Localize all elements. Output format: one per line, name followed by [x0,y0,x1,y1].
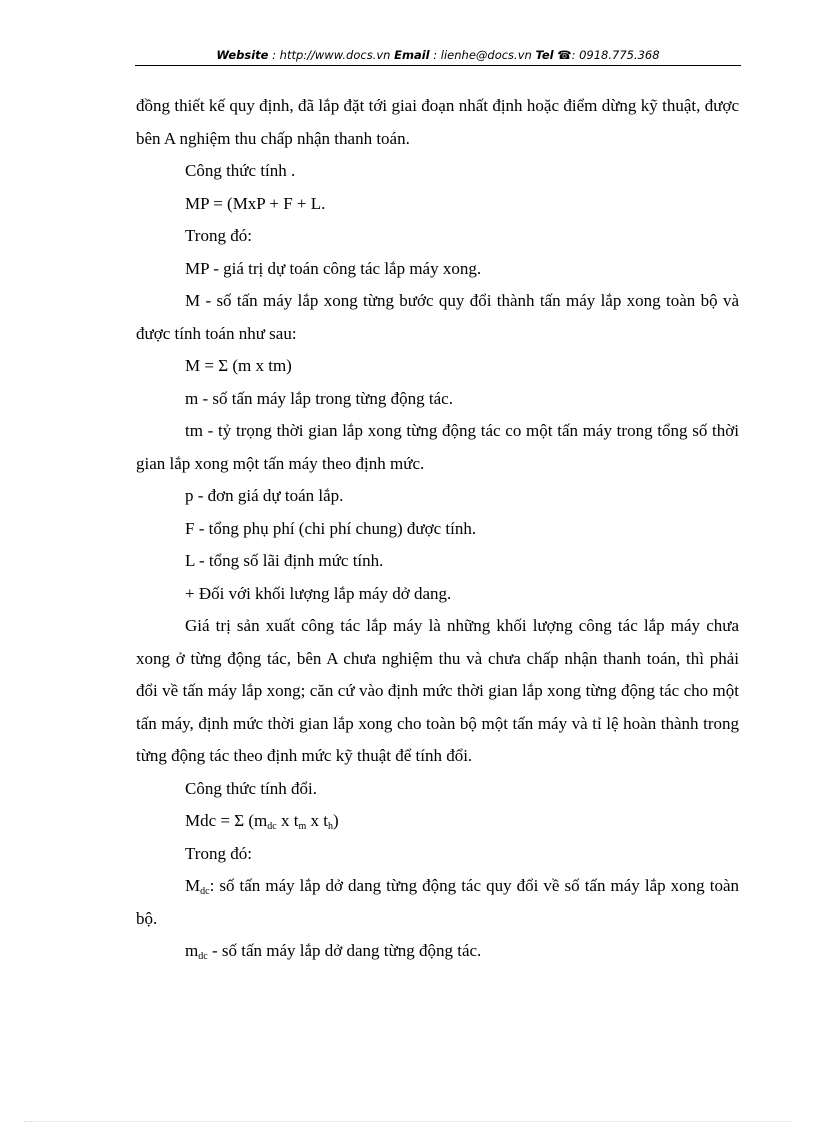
page-header [135,48,741,62]
paragraph: L - tổng số lãi định mức tính. [185,551,384,570]
paragraph: đồng thiết kế quy định, đã lắp đặt tới giai đoạn nhất định hoặc điểm dừng kỹ thuật, được bên A nghiệm thu chấp nhận thanh toán. [136,96,739,148]
phone-icon: ☎ [557,48,572,62]
paragraph: M - số tấn máy lắp xong từng bước quy đổi thành tấn máy lắp xong toàn bộ và được tính toán như sau: [136,291,739,343]
email-label: Email [394,48,430,62]
email-separator: : [429,48,441,62]
paragraph: tm - tỷ trọng thời gian lắp xong từng động tác co một tấn máy trong tổng số thời gian lắp xong một tấn máy theo định mức. [136,421,739,473]
paragraph: Trong đó: [185,843,252,863]
website-url[interactable]: http://www.docs.vn [279,48,391,62]
paragraph: Trong đó: [185,226,252,245]
paragraph: Giá trị sản xuất công tác lắp máy là những khối lượng công tác lắp máy chưa xong ở từng động tác, bên A chưa nghiệm thu và chưa chấp nhận thanh toán, thì phải đổi về tấn máy lắp xong; căn cứ vào định mức thời gian lắp xong từng động tác cho một tấn máy, định mức thời gian lắp xong cho toàn bộ một tấn máy và tỉ lệ hoàn thành trong từng động tác theo định mức kỹ thuật để tính đổi. [136,616,739,765]
website-separator: : [268,48,280,62]
formula-mp: MP = (MxP + F + L. [185,193,326,213]
paragraph-mdc: $M_{dc}$: số tấn máy lắp dở dang từng động tác quy đổi về số tấn máy lắp xong toàn bộ. [136,876,739,928]
document-body [136,90,739,968]
paragraph: p - đơn giá dự toán lắp. [185,486,344,505]
paragraph: + Đối với khối lượng lắp máy dở dang. [185,583,452,603]
paragraph: Công thức tính đổi. [185,778,317,798]
header-rule [135,65,741,66]
footer-dotted-rule [24,1121,792,1122]
formula-mdc: Mdc = Σ ($m_{dc}$ x $t_m$ x $t_h$) [185,811,339,832]
paragraph: F - tổng phụ phí (chi phí chung) được tính. [185,518,477,538]
email-address[interactable]: lienhe@docs.vn [440,48,532,62]
paragraph-mdc-lower: $m_{dc}$ - số tấn máy lắp dở dang từng động tác. [185,941,482,962]
website-label: Website [216,48,269,62]
tel-number: : 0918.775.368 [571,48,660,62]
paragraph: MP - giá trị dự toán công tác lắp máy xong. [185,258,482,278]
paragraph: Công thức tính . [185,161,296,180]
formula-m: M = Σ (m x tm) [185,356,292,375]
paragraph: m - số tấn máy lắp trong từng động tác. [185,388,453,408]
tel-label: Tel [535,48,554,62]
